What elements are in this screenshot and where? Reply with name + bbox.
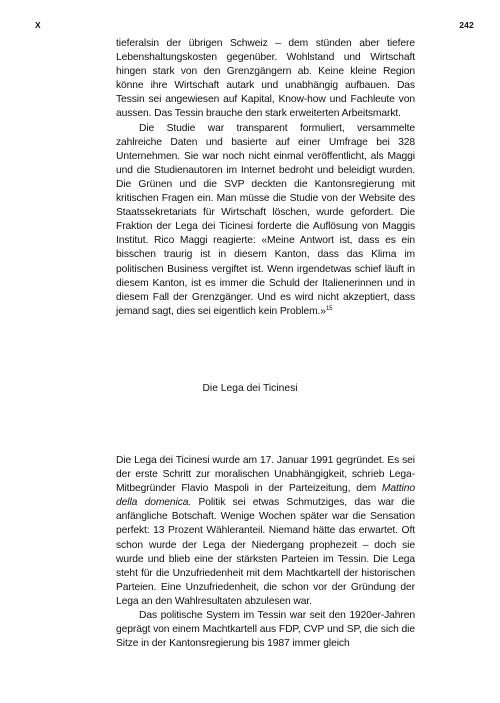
paragraph-lega-text-b: Politik sei etwas Schmutziges, das war die anfängliche Botschaft. Wenige Wochen später war die Sensation perfekt: 13 Prozent Wähleranteil. Niemand hätte das erwartet. Oft schon wurde der Lega der Niedergang prophezeit – doch sie wurde und blieb eine der stärksten Parteien im Tessin. Die Lega steht für die Unzufriedenheit mit dem Machtkartell der historischen Parteien. Eine Unzufriedenheit, die schon vor der Gründung der Lega an den Wahlresultaten abzulesen war.: [116, 497, 415, 607]
footnote-marker[interactable]: 15: [325, 305, 333, 312]
paragraph-lega-founding: [116, 454, 415, 609]
chapter-mark: X: [35, 20, 41, 30]
newspaper-title: Mattino della domenica.: [116, 483, 415, 509]
body-text-lower: [116, 454, 415, 651]
paragraph-lega-text-a: Die Lega dei Ticinesi wurde am 17. Januar 1991 gegründet. Es sei der erste Schritt zur moralischen Unabhängigkeit, schrieb Lega-Mitbegründer Flavio Maspoli in der Parteizeitung, dem: [116, 455, 415, 495]
paragraph-political-system: Das politische System im Tessin war seit den 1920er-Jahren geprägt von einem Machtkartell aus FDP, CVP und SP, die sich die Sitze in der Kantonsregierung bis 1987 immer gleich: [116, 610, 415, 650]
page-header: [0, 20, 500, 34]
section-heading: Die Lega dei Ticinesi: [202, 383, 298, 394]
paragraph-study: [116, 122, 415, 319]
paragraph-study-text: Die Studie war transparent formuliert, versammelte zahlreiche Daten und basierte auf einer Umfrage bei 328 Unternehmen. Sie war noch nicht einmal veröffentlicht, als Maggi und die Studienautoren im Internet bedroht und beleidigt wurden. Die Grünen und die SVP deckten die Kantonsregierung mit kritischen Fragen ein. Man müsse die Studie von der Website des Staatssekretariats für Wirtschaft löschen, wurde gefordert. Die Fraktion der Lega dei Ticinesi forderte die Auflösung von Maggis Institut. Rico Maggi reagierte: «Meine Antwort ist, dass es ein bisschen traurig ist in diesem Kanton, dass das Klima im politischen Business vergiftet ist. Wenn irgendetwas schief läuft in diesem Kanton, ist es immer die Schuld der Italienerinnen und in diesem Fall der Grenzgänger. Und es wird nicht akzeptiert, dass jemand sagt, dies sei eigentlich kein Problem.»: [116, 122, 415, 317]
paragraph-continuation: tieferalsin der übrigen Schweiz – dem stünden aber tiefere Lebenshaltungskosten gegenüber. Wohlstand und Wirtschaft hingen stark von den Grenzgängern ab. Keine kleine Region könne ihre Wirtschaft autark und unabhängig aufbauen. Das Tessin sei angewiesen auf Kapital, Know-how und Fachleute von aussen. Das Tessin brauche den stark erweiterten Arbeitsmarkt.: [116, 38, 415, 120]
body-text-upper: [116, 37, 415, 319]
page-number: 242: [459, 20, 474, 30]
